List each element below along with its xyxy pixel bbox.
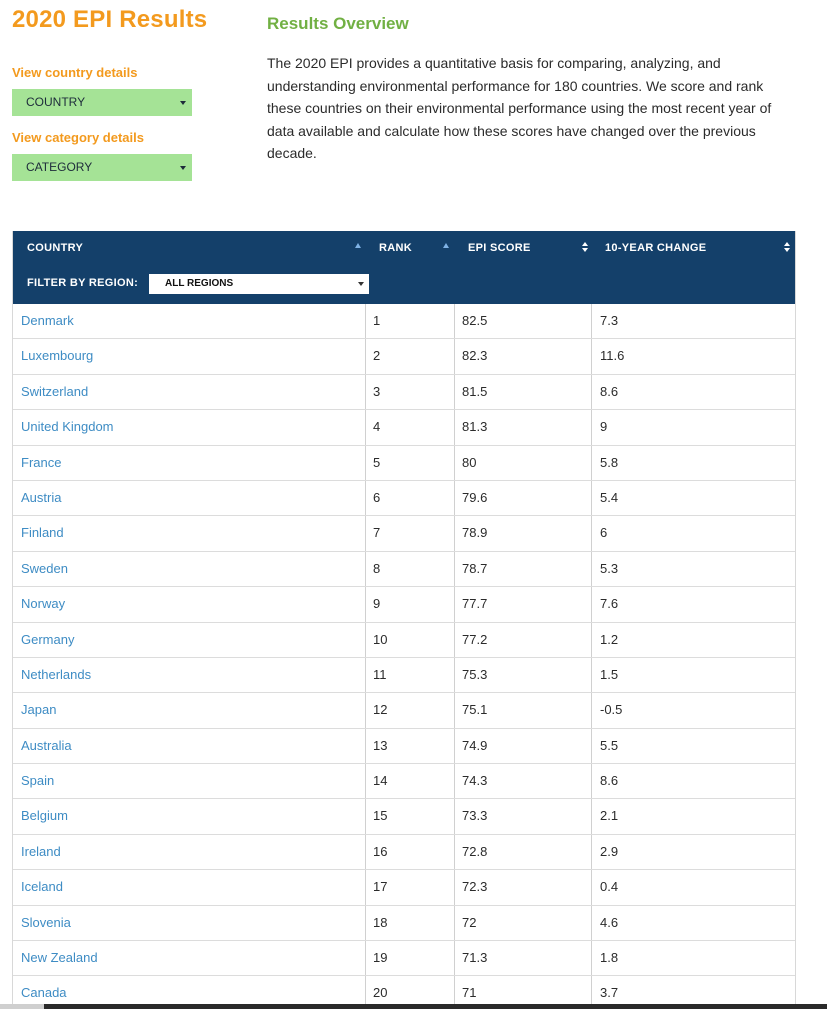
rank-cell: 11 [365,658,454,692]
change-cell: 8.6 [591,375,796,409]
rank-cell: 5 [365,446,454,480]
results-table [12,231,796,1009]
rank-cell: 15 [365,799,454,833]
table-body [13,304,796,1009]
table-row [13,799,796,834]
table-row [13,552,796,587]
header-country[interactable]: COUNTRY [27,242,84,254]
rank-cell: 2 [365,339,454,373]
table-row [13,870,796,905]
country-link[interactable]: Switzerland [21,383,89,399]
change-cell: 9 [591,410,796,444]
epi-score-cell: 78.9 [454,516,591,550]
table-row [13,623,796,658]
country-dropdown[interactable] [12,89,192,116]
epi-score-cell: 79.6 [454,481,591,515]
epi-score-cell: 73.3 [454,799,591,833]
page-title: 2020 EPI Results [12,6,208,33]
rank-cell: 16 [365,835,454,869]
sort-both-icon[interactable] [784,242,790,253]
change-cell: 5.5 [591,729,796,763]
table-row [13,375,796,410]
change-cell: 11.6 [591,339,796,373]
rank-cell: 10 [365,623,454,657]
change-cell: 5.8 [591,446,796,480]
change-cell: 5.4 [591,481,796,515]
country-link[interactable]: United Kingdom [21,419,114,435]
horizontal-scrollbar-thumb[interactable] [44,1004,827,1009]
change-cell: 4.6 [591,906,796,940]
caret-down-icon [180,101,186,105]
change-cell: -0.5 [591,693,796,727]
change-cell: 5.3 [591,552,796,586]
category-dropdown-value: CATEGORY [26,160,93,174]
epi-score-cell: 74.9 [454,729,591,763]
rank-cell: 9 [365,587,454,621]
epi-score-cell: 81.5 [454,375,591,409]
change-cell: 1.2 [591,623,796,657]
change-cell: 1.8 [591,941,796,975]
filter-region-label: FILTER BY REGION: [27,277,139,289]
change-cell: 7.3 [591,304,796,338]
table-row [13,941,796,976]
table-header [13,231,796,304]
table-row [13,693,796,728]
country-link[interactable]: Spain [21,773,55,789]
sort-both-icon[interactable] [582,242,588,253]
rank-cell: 6 [365,481,454,515]
change-cell: 6 [591,516,796,550]
rank-cell: 12 [365,693,454,727]
category-details-label: View category details [12,130,144,145]
rank-cell: 14 [365,764,454,798]
table-row [13,410,796,445]
rank-cell: 8 [365,552,454,586]
table-row [13,729,796,764]
table-row [13,339,796,374]
rank-cell: 3 [365,375,454,409]
epi-score-cell: 72.8 [454,835,591,869]
epi-score-cell: 78.7 [454,552,591,586]
table-row [13,835,796,870]
epi-score-cell: 72 [454,906,591,940]
sort-up-icon[interactable] [443,243,449,248]
country-details-label: View country details [12,65,138,80]
overview-text: The 2020 EPI provides a quantitative basis for comparing, analyzing, and understanding environmental performance for 180 countries. We score and rank these countries on their environmental performance using the most recent year of data available and calculate how these scores have changed over the previous decade. [267,55,772,161]
epi-score-cell: 81.3 [454,410,591,444]
table-row [13,481,796,516]
header-rank[interactable]: RANK [379,242,412,254]
sort-up-icon[interactable] [355,243,361,248]
country-link[interactable]: Iceland [21,879,63,895]
rank-cell: 13 [365,729,454,763]
country-link[interactable]: Netherlands [21,666,92,682]
change-cell: 2.1 [591,799,796,833]
country-link[interactable]: Norway [21,596,66,612]
country-dropdown-value: COUNTRY [26,95,86,109]
epi-score-cell: 82.3 [454,339,591,373]
rank-cell: 7 [365,516,454,550]
rank-cell: 20 [365,976,454,1009]
table-row [13,587,796,622]
change-cell: 3.7 [591,976,796,1009]
epi-score-cell: 77.7 [454,587,591,621]
country-link[interactable]: Finland [21,525,64,541]
change-cell: 1.5 [591,658,796,692]
epi-score-cell: 77.2 [454,623,591,657]
rank-cell: 4 [365,410,454,444]
change-cell: 7.6 [591,587,796,621]
epi-score-cell: 74.3 [454,764,591,798]
epi-score-cell: 71 [454,976,591,1009]
epi-score-cell: 80 [454,446,591,480]
epi-score-cell: 75.3 [454,658,591,692]
country-link[interactable]: Canada [21,985,67,1001]
table-row [13,516,796,551]
table-row [13,304,796,339]
country-link[interactable]: Germany [21,631,75,647]
country-link[interactable]: Luxembourg [21,348,94,364]
header-10-year-change[interactable]: 10-YEAR CHANGE [605,242,707,254]
country-link[interactable]: Sweden [21,560,68,576]
region-select-value: ALL REGIONS [165,278,234,289]
change-cell: 2.9 [591,835,796,869]
overview-title: Results Overview [267,14,409,33]
country-link[interactable]: Belgium [21,808,68,824]
change-cell: 8.6 [591,764,796,798]
horizontal-scrollbar-track[interactable] [0,1004,44,1009]
country-link[interactable]: Austria [21,489,62,505]
epi-score-cell: 71.3 [454,941,591,975]
rank-cell: 1 [365,304,454,338]
table-row [13,658,796,693]
rank-cell: 18 [365,906,454,940]
epi-score-cell: 72.3 [454,870,591,904]
epi-score-cell: 82.5 [454,304,591,338]
country-link[interactable]: Australia [21,737,72,753]
caret-down-icon [180,166,186,170]
country-link[interactable]: New Zealand [21,950,98,966]
region-select[interactable] [149,274,369,294]
table-row [13,906,796,941]
country-link[interactable]: Slovenia [21,914,71,930]
table-row [13,446,796,481]
rank-cell: 19 [365,941,454,975]
change-cell: 0.4 [591,870,796,904]
country-link[interactable]: Ireland [21,843,61,859]
epi-score-cell: 75.1 [454,693,591,727]
country-link[interactable]: France [21,454,62,470]
table-row [13,764,796,799]
header-epi-score[interactable]: EPI SCORE [468,242,531,254]
country-link[interactable]: Japan [21,702,57,718]
rank-cell: 17 [365,870,454,904]
country-link[interactable]: Denmark [21,313,74,328]
category-dropdown[interactable] [12,154,192,181]
caret-down-icon [358,282,364,286]
